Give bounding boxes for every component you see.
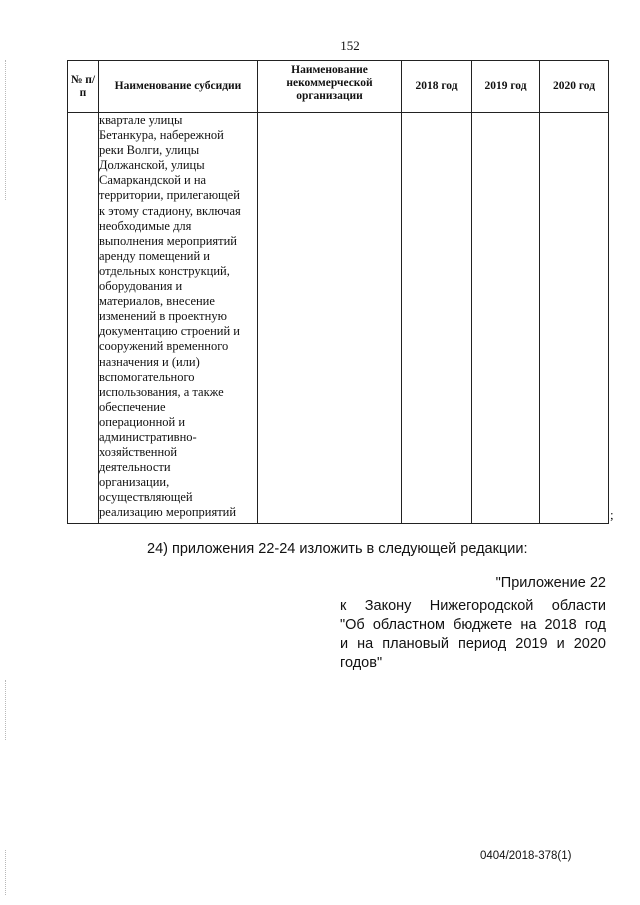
appendix-title: "Приложение 22	[495, 575, 606, 591]
header-2020: 2020 год	[540, 61, 609, 113]
left-margin-mark	[5, 680, 7, 740]
page-number: 152	[340, 38, 360, 53]
table-row	[68, 113, 609, 524]
header-2019: 2019 год	[472, 61, 540, 113]
header-org-name: Наименование некоммерческой организации	[258, 61, 402, 113]
cell-subsidy-name: квартале улицы Бетанкура, набережной реки Волги, улицы Должанской, улицы Самаркандской и на территории, прилегающей к этому стадиону, включая необходимые для выполнения мероприятий аренду помещений и отдельных конструкций, оборудования и материалов, внесение изменений в проектную документацию строений и сооружений временного назначения и (или) вспомогательного использования, а также обеспечение операционной и административно- хозяйственной деятельности организации, осуществляющей реализацию мероприятий	[99, 113, 258, 524]
cell-2019	[472, 113, 540, 524]
subsidy-table	[67, 60, 609, 524]
cell-num	[68, 113, 99, 524]
table-trailing-semicolon: ;	[610, 507, 614, 522]
cell-2020	[540, 113, 609, 524]
appendix-ref-line: годов"	[340, 655, 383, 671]
cell-2018	[402, 113, 472, 524]
left-margin-mark	[5, 850, 7, 895]
cell-org-name	[258, 113, 402, 524]
appendix-ref-line: и на плановый период 2019 и 2020	[340, 636, 606, 652]
left-margin-mark	[5, 60, 7, 200]
header-subsidy-name: Наименование субсидии	[99, 61, 258, 113]
header-2018: 2018 год	[402, 61, 472, 113]
table-header-row	[68, 61, 609, 113]
header-num: № п/п	[68, 61, 99, 113]
amendment-text: 24) приложения 22-24 изложить в следующей редакции:	[147, 541, 528, 557]
appendix-ref-line: "Об областном бюджете на 2018 год	[340, 617, 606, 633]
appendix-ref-line: к Закону Нижегородской области	[340, 598, 606, 614]
document-code: 0404/2018-378(1)	[480, 850, 572, 862]
appendix-reference	[340, 597, 606, 673]
